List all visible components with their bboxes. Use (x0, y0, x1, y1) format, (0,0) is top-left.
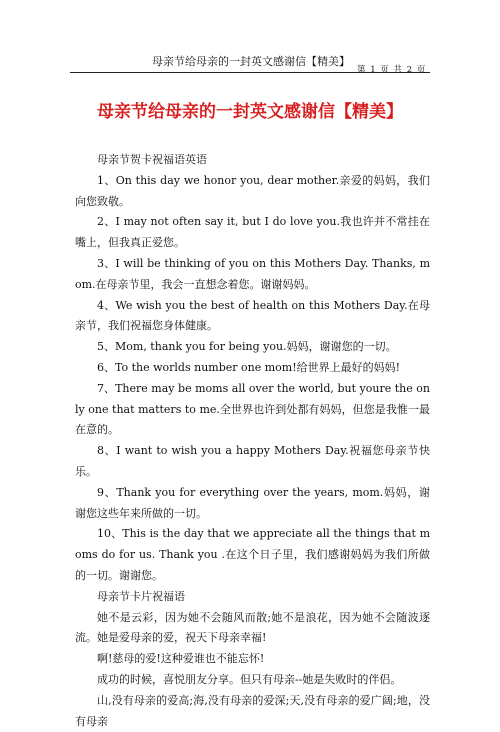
list-item: 6、To the worlds number one mom!给世界上最好的妈妈! (97, 360, 401, 374)
list-item: 2、I may not often say it, but I do love you.我也许并不常挂在嘴上，但我真正爱您。 (75, 215, 430, 250)
list-item: 9、Thank you for everything over the years, mom.妈妈，谢谢您这些年来所做的一切。 (75, 485, 430, 520)
list-item: 7、There may be moms all over the world, but youre the only one that matters to me.全世界也许到处都有妈妈，但您是我惟一最在意的。 (75, 381, 430, 437)
list-item: 8、I want to wish you a happy Mothers Day.祝福您母亲节快乐。 (75, 444, 430, 478)
list-item: 1、On this day we honor you, dear mother.亲爱的妈妈，我们向您致敬。 (75, 173, 430, 208)
list-item: 5、Mom, thank you for being you.妈妈，谢谢您的一切。 (97, 340, 397, 354)
header-title: 母亲节给母亲的一封英文感谢信【精美】 (152, 55, 350, 68)
paragraph: 啊!慈母的爱!这种爱谁也不能忘怀! (97, 652, 265, 666)
paragraph: 成功的时候，喜悦朋友分享。但只有母亲--她是失败时的伴侣。 (97, 672, 402, 686)
paragraph: 她不是云彩，因为她不会随风而散;她不是浪花，因为她不会随波逐流。她是爱母亲的爱，祝天下母亲幸福! (75, 610, 430, 645)
page-header (70, 50, 430, 73)
paragraph: 山,没有母亲的爱高;海,没有母亲的爱深;天,没有母亲的爱广阔;地，没有母亲 (75, 693, 430, 728)
document-body (75, 150, 430, 732)
list-item: 4、We wish you the best of health on this Mothers Day.在母亲节，我们祝福您身体健康。 (75, 298, 430, 333)
section-heading: 母亲节卡片祝福语 (97, 589, 185, 603)
page-count: 第 1 页 共 2 页 (357, 65, 427, 75)
list-item: 3、I will be thinking of you on this Mothers Day. Thanks, mom.在母亲节里，我会一直想念着您。谢谢妈妈。 (75, 256, 430, 291)
section-heading: 母亲节贺卡祝福语英语 (97, 153, 207, 166)
list-item: 10、This is the day that we appreciate all the things that moms do for us. Thank you .在这个日子里，我们感谢妈妈为我们所做的一切。谢谢您。 (75, 527, 430, 582)
document-title: 母亲节给母亲的一封英文感谢信【精美】 (97, 102, 403, 122)
